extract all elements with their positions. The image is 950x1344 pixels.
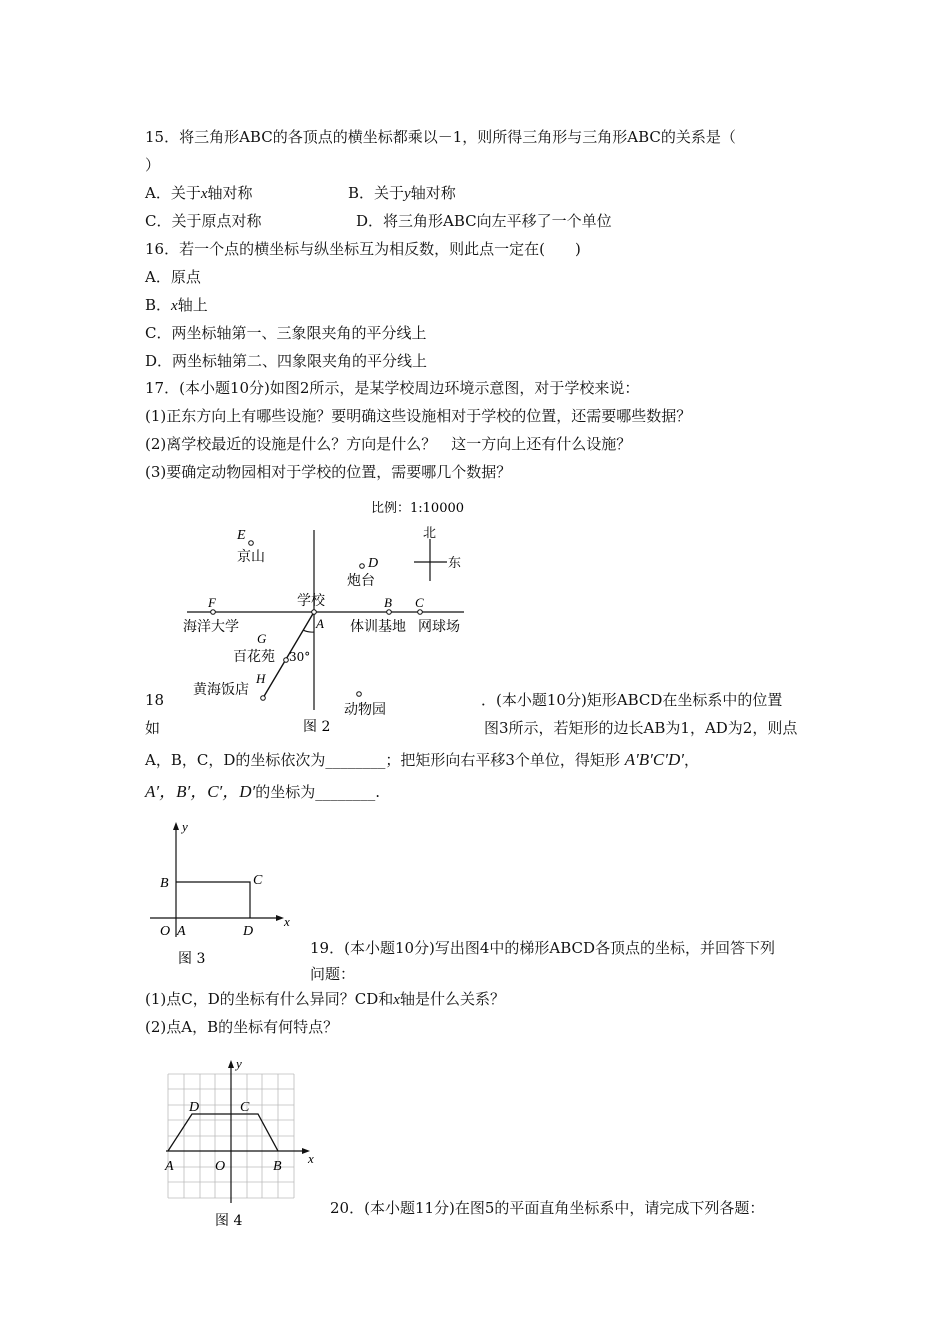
fig2-name-E: 京山 [237, 549, 265, 565]
q17-stem: 17．(本小题10分)如图2所示，是某学校周边环境示意图，对于学校来说： [145, 379, 640, 397]
q15-option-d: D．将三角形ABC向左平移了一个单位 [356, 212, 612, 230]
fig2-label-F: F [208, 595, 216, 610]
q18-line-2: 图3所示，若矩形的边长AB为1，AD为2，则点 [484, 719, 798, 737]
fig2-caption: 图 2 [303, 719, 331, 735]
q18-line-4-post: 的坐标为________. [255, 783, 381, 801]
q16-option-b-post: 轴上 [177, 296, 208, 314]
fig4-D: D [189, 1100, 200, 1115]
q18-line-4 [145, 781, 380, 803]
q15-option-b-post: 轴对称 [410, 184, 456, 202]
fig2-school: 学校 [297, 593, 325, 609]
q16-option-b-pre: B． [145, 296, 172, 314]
fig3-A: A [177, 924, 186, 939]
q20-head: 20．(本小题11分)在图5的平面直角坐标系中，请完成下列各题： [330, 1199, 765, 1217]
q15-stem [145, 126, 736, 148]
fig2-point-E [249, 541, 254, 546]
fig3-D: D [243, 924, 254, 939]
q16-option-d: D．两坐标轴第二、四象限夹角的平分线上 [145, 352, 428, 370]
q18-line-3 [145, 749, 699, 771]
q16-option-b [145, 294, 208, 317]
fig2-east: 东 [448, 556, 462, 571]
fig2-name-B: 体训基地 [350, 619, 406, 635]
q15-option-a-post: 轴对称 [207, 184, 253, 202]
q19-part-2: (2)点A，B的坐标有何特点？ [145, 1018, 339, 1036]
q15-option-a-var: x [200, 186, 208, 202]
q18-comma: ， [683, 751, 699, 769]
fig2-north: 北 [423, 526, 437, 541]
fig2-label-H: H [256, 671, 266, 686]
q17-part-2: (2)离学校最近的设施是什么？方向是什么？ 这一方向上还有什么设施？ [145, 435, 632, 453]
fig2-label-D: D [368, 556, 379, 571]
fig2-point-A [312, 610, 317, 615]
fig2-label-C: C [415, 595, 424, 610]
fig2-point-H [261, 696, 266, 701]
fig2-name-G: 百花苑 [233, 649, 275, 665]
fig4-O: O [215, 1159, 226, 1174]
q18-ru: 如 [145, 719, 161, 737]
fig2-name-zoo: 动物园 [344, 702, 386, 718]
q15-stem-end-text: ） [145, 156, 161, 174]
fig2-point-C [418, 610, 423, 615]
fig2-point-G [284, 658, 289, 663]
q15-option-b-pre: B．关于 [348, 184, 405, 202]
q17-part-3: (3)要确定动物园相对于学校的位置，需要哪几个数据？ [145, 463, 512, 481]
fig2-name-F: 海洋大学 [183, 619, 239, 635]
q15-option-b-var: y [404, 186, 411, 202]
q19-head-2: 问题： [310, 965, 356, 983]
fig2-name-H: 黄海饭店 [193, 682, 249, 698]
q15-option-a [145, 182, 253, 205]
fig2-point-D [360, 564, 365, 569]
q16-option-b-var: x [171, 298, 178, 314]
q15-stem-text: 15．将三角形ABC的各顶点的横坐标都乘以－1，则所得三角形与三角形ABC的关系是（ [145, 128, 736, 146]
q15-option-b [348, 182, 456, 205]
figure-2-map [175, 495, 475, 740]
q19-part-1-post: 轴是什么关系？ [399, 990, 505, 1008]
q16-option-c: C．两坐标轴第一、三象限夹角的平分线上 [145, 324, 427, 342]
fig2-label-B: B [384, 595, 392, 610]
fig4-x: x [308, 1151, 314, 1166]
q18-line-4-vars: A′，B′，C′，D′ [145, 782, 256, 801]
fig3-B: B [160, 876, 169, 891]
q19-head: 19．(本小题10分)写出图4中的梯形ABCD各顶点的坐标，并回答下列 [310, 939, 776, 957]
fig2-name-D: 炮台 [347, 573, 375, 589]
fig4-y: y [236, 1056, 242, 1071]
q15-option-c: C．关于原点对称 [145, 212, 262, 230]
q16-option-a: A．原点 [145, 268, 201, 286]
q18-rect-prime: A′B′C′D′ [624, 750, 684, 769]
q19-part-1 [145, 988, 505, 1011]
fig2-angle: 30° [289, 650, 311, 664]
q18-line-3-text: A，B，C，D的坐标依次为________；把矩形向右平移3个单位，得矩形 [145, 751, 620, 769]
fig3-O: O [160, 924, 171, 939]
fig2-point-F [211, 610, 216, 615]
figure-3-rectangle [150, 815, 300, 970]
fig3-C: C [253, 873, 263, 888]
figure-4-trapezoid [160, 1055, 320, 1235]
fig3-x: x [284, 914, 290, 929]
fig4-B: B [273, 1159, 282, 1174]
q18-number: 18 [145, 691, 165, 709]
fig2-label-G: G [257, 631, 267, 646]
q19-part-1-pre: (1)点C，D的坐标有什么异同？CD和 [145, 990, 394, 1008]
q17-part-1: (1)正东方向上有哪些设施？要明确这些设施相对于学校的位置，还需要哪些数据？ [145, 407, 692, 425]
fig3-caption: 图 3 [178, 951, 206, 967]
fig2-scale: 比例：1:10000 [371, 501, 465, 516]
q15-option-a-pre: A．关于 [145, 184, 201, 202]
fig4-caption: 图 4 [215, 1213, 243, 1229]
fig2-label-E: E [237, 528, 246, 543]
q15-stem-end [145, 154, 160, 176]
fig4-C: C [240, 1100, 250, 1115]
fig2-label-A: A [316, 616, 324, 631]
q18-head: ．(本小题10分)矩形ABCD在坐标系中的位置 [481, 691, 783, 709]
fig2-name-C: 网球场 [418, 619, 460, 635]
fig3-y: y [182, 819, 188, 834]
fig2-point-B [387, 610, 392, 615]
fig4-A: A [165, 1159, 174, 1174]
fig2-point-zoo [357, 692, 362, 697]
q16-stem: 16．若一个点的横坐标与纵坐标互为相反数，则此点一定在( ) [145, 240, 581, 258]
q19-part-1-var: x [393, 992, 400, 1008]
